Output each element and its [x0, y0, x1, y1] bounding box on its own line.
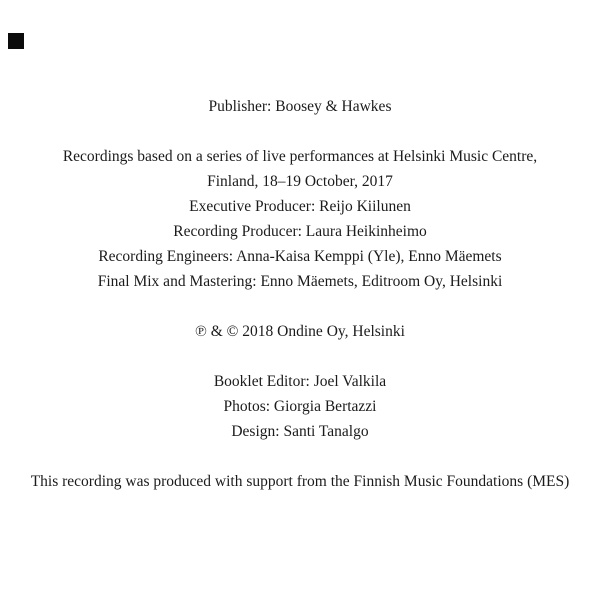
- design-credit: Design: Santi Tanalgo: [231, 423, 369, 440]
- publisher-credit: Publisher: Boosey & Hawkes: [208, 98, 392, 115]
- session-info-line-2: Finland, 18–19 October, 2017: [207, 173, 393, 190]
- copyright-line: ℗ & © 2018 Ondine Oy, Helsinki: [195, 323, 405, 340]
- support-note: This recording was produced with support from the Finnish Music Foundations (MES): [30, 473, 570, 490]
- recording-session-block: [0, 144, 600, 294]
- spacer: [0, 444, 600, 469]
- recording-producer-credit: Recording Producer: Laura Heikinheimo: [173, 223, 427, 240]
- photos-credit: Photos: Giorgia Bertazzi: [223, 398, 377, 415]
- final-mix-credit: Final Mix and Mastering: Enno Mäemets, Editroom Oy, Helsinki: [97, 273, 503, 290]
- spacer: [0, 119, 600, 144]
- spacer: [0, 344, 600, 369]
- credits-page: [0, 94, 600, 494]
- spacer: [0, 294, 600, 319]
- booklet-credits-block: [0, 369, 600, 444]
- recording-engineers-credit: Recording Engineers: Anna-Kaisa Kemppi (Yle), Enno Mäemets: [98, 248, 502, 265]
- booklet-editor-credit: Booklet Editor: Joel Valkila: [213, 373, 387, 390]
- executive-producer-credit: Executive Producer: Reijo Kiilunen: [189, 198, 411, 215]
- session-info-line-1: Recordings based on a series of live performances at Helsinki Music Centre,: [62, 148, 538, 165]
- corner-square-mark: [8, 33, 24, 49]
